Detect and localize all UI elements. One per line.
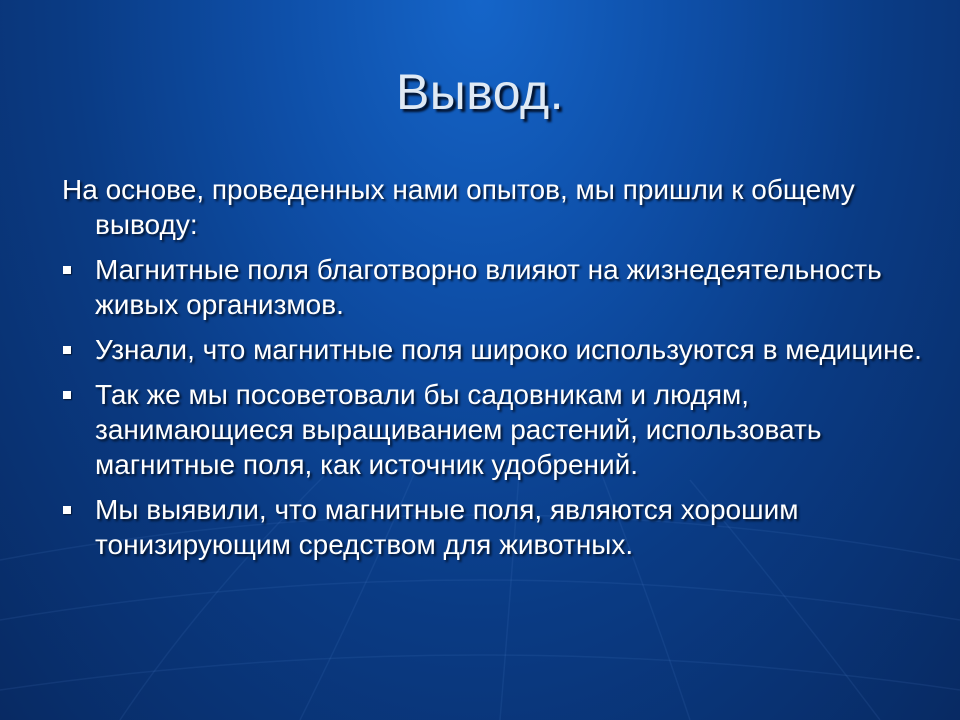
list-item: [62, 332, 932, 367]
list-item-text: Магнитные поля благотворно влияют на жизнедеятельность живых организмов.: [95, 254, 882, 320]
list-item: [62, 492, 932, 562]
list-item: [62, 377, 932, 482]
square-bullet-icon: [63, 506, 71, 514]
square-bullet-icon: [63, 266, 71, 274]
list-item-text: Узнали, что магнитные поля широко используются в медицине.: [95, 334, 922, 365]
list-item: [62, 252, 932, 322]
list-item-text: Мы выявили, что магнитные поля, являются хорошим тонизирующим средством для животных.: [95, 494, 799, 560]
intro-text: На основе, проведенных нами опытов, мы пришли к общему выводу:: [62, 174, 855, 240]
square-bullet-icon: [63, 391, 71, 399]
square-bullet-icon: [63, 346, 71, 354]
slide-body: [62, 172, 932, 572]
bullet-list: [62, 252, 932, 562]
list-item-text: Так же мы посоветовали бы садовникам и людям, занимающиеся выращиванием растений, использовать магнитные поля, как источник удобрений.: [95, 379, 822, 480]
slide-title: Вывод.: [395, 64, 565, 120]
